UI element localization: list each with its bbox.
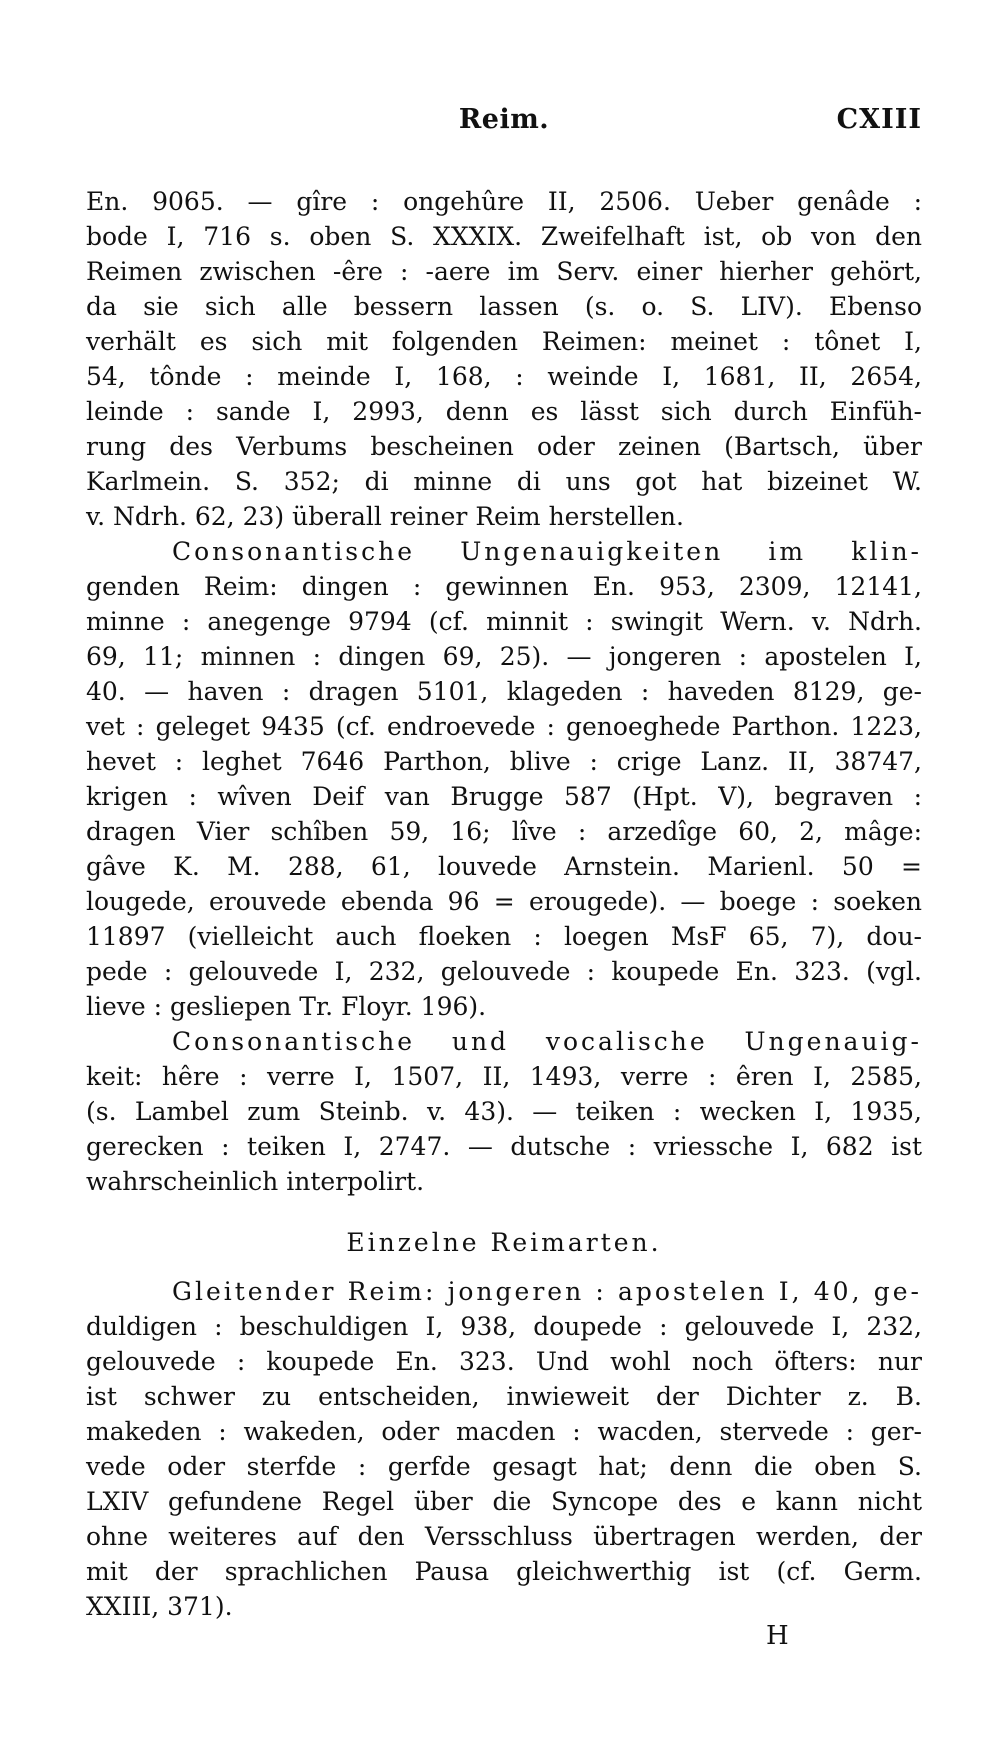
- page-number: CXIII: [836, 104, 922, 135]
- text-line: ist schwer zu entscheiden, inwieweit der Dichter z. B.: [86, 1382, 922, 1411]
- text-line: v. Ndrh. 62, 23) überall reiner Reim herstellen.: [86, 502, 684, 531]
- text-line: rung des Verbums bescheinen oder zeinen (Bartsch, über: [86, 432, 922, 461]
- text-line: gelouvede : koupede En. 323. Und wohl noch öfters: nur: [86, 1347, 922, 1376]
- section-heading-line: Consonantische und vocalische Ungenauig-: [172, 1027, 922, 1056]
- centered-heading: Einzelne Reimarten.: [346, 1228, 662, 1257]
- signature-mark: H: [766, 1621, 789, 1651]
- text-line: krigen : wîven Deif van Brugge 587 (Hpt. V), begraven :: [86, 782, 922, 811]
- text-line: lieve : gesliepen Tr. Floyr. 196).: [86, 992, 487, 1021]
- text-line: 69, 11; minnen : dingen 69, 25). — jongeren : apostelen I,: [86, 642, 922, 671]
- spacer: [86, 1260, 922, 1274]
- text-line: Karlmein. S. 352; di minne di uns got hat bizeinet W.: [86, 467, 922, 496]
- running-header: [86, 104, 922, 144]
- text-line: XXIII, 371).: [86, 1592, 233, 1621]
- text-line: keit: hêre : verre I, 1507, II, 1493, verre : êren I, 2585,: [86, 1062, 922, 1091]
- text-line: dragen Vier schîben 59, 16; lîve : arzedîge 60, 2, mâge:: [86, 817, 922, 846]
- text-line: ohne weiteres auf den Versschluss übertragen werden, der: [86, 1522, 922, 1551]
- text-line: mit der sprachlichen Pausa gleichwerthig ist (cf. Germ.: [86, 1557, 922, 1586]
- text-line: verhält es sich mit folgenden Reimen: meinet : tônet I,: [86, 327, 922, 356]
- text-line: minne : anegenge 9794 (cf. minnit : swingit Wern. v. Ndrh.: [86, 607, 922, 636]
- text-line: bode I, 716 s. oben S. XXXIX. Zweifelhaft ist, ob von den: [86, 222, 922, 251]
- text-line: vet : geleget 9435 (cf. endroevede : genoeghede Parthon. 1223,: [86, 712, 922, 741]
- spacer: [86, 1199, 922, 1225]
- text-line: Reimen zwischen -êre : -aere im Serv. einer hierher gehört,: [86, 257, 922, 286]
- text-line: En. 9065. — gîre : ongehûre II, 2506. Ueber genâde :: [86, 187, 922, 216]
- text-line: da sie sich alle bessern lassen (s. o. S. LIV). Ebenso: [86, 292, 922, 321]
- text-line: gâve K. M. 288, 61, louvede Arnstein. Marienl. 50 =: [86, 852, 922, 881]
- text-line: hevet : leghet 7646 Parthon, blive : crige Lanz. II, 38747,: [86, 747, 922, 776]
- text-line: duldigen : beschuldigen I, 938, doupede : gelouvede I, 232,: [86, 1312, 922, 1341]
- text-line: (s. Lambel zum Steinb. v. 43). — teiken : wecken I, 1935,: [86, 1097, 922, 1126]
- text-line: vede oder sterfde : gerfde gesagt hat; denn die oben S.: [86, 1452, 922, 1481]
- text-line: leinde : sande I, 2993, denn es lässt sich durch Einfüh-: [86, 397, 922, 426]
- text-line: genden Reim: dingen : gewinnen En. 953, 2309, 12141,: [86, 572, 922, 601]
- text-line: makeden : wakeden, oder macden : wacden, stervede : ger-: [86, 1417, 922, 1446]
- text-line: LXIV gefundene Regel über die Syncope des e kann nicht: [86, 1487, 922, 1516]
- text-line: 54, tônde : meinde I, 168, : weinde I, 1681, II, 2654,: [86, 362, 922, 391]
- section-heading-line: Gleitender Reim: jongeren : apostelen I, 40, ge-: [172, 1277, 922, 1306]
- section-heading-line: Consonantische Ungenauigkeiten im klin-: [172, 537, 922, 566]
- text-line: pede : gelouvede I, 232, gelouvede : koupede En. 323. (vgl.: [86, 957, 922, 986]
- text-line: gerecken : teiken I, 2747. — dutsche : vriessche I, 682 ist: [86, 1132, 922, 1161]
- text-line: 11897 (vielleicht auch floeken : loegen MsF 65, 7), dou-: [86, 922, 922, 951]
- text-line: lougede, erouvede ebenda 96 = erougede). — boege : soeken: [86, 887, 922, 916]
- text-line: 40. — haven : dragen 5101, klageden : haveden 8129, ge-: [86, 677, 922, 706]
- text-line: wahrscheinlich interpolirt.: [86, 1167, 425, 1196]
- running-title: Reim.: [458, 104, 550, 135]
- body-text: [86, 184, 922, 1624]
